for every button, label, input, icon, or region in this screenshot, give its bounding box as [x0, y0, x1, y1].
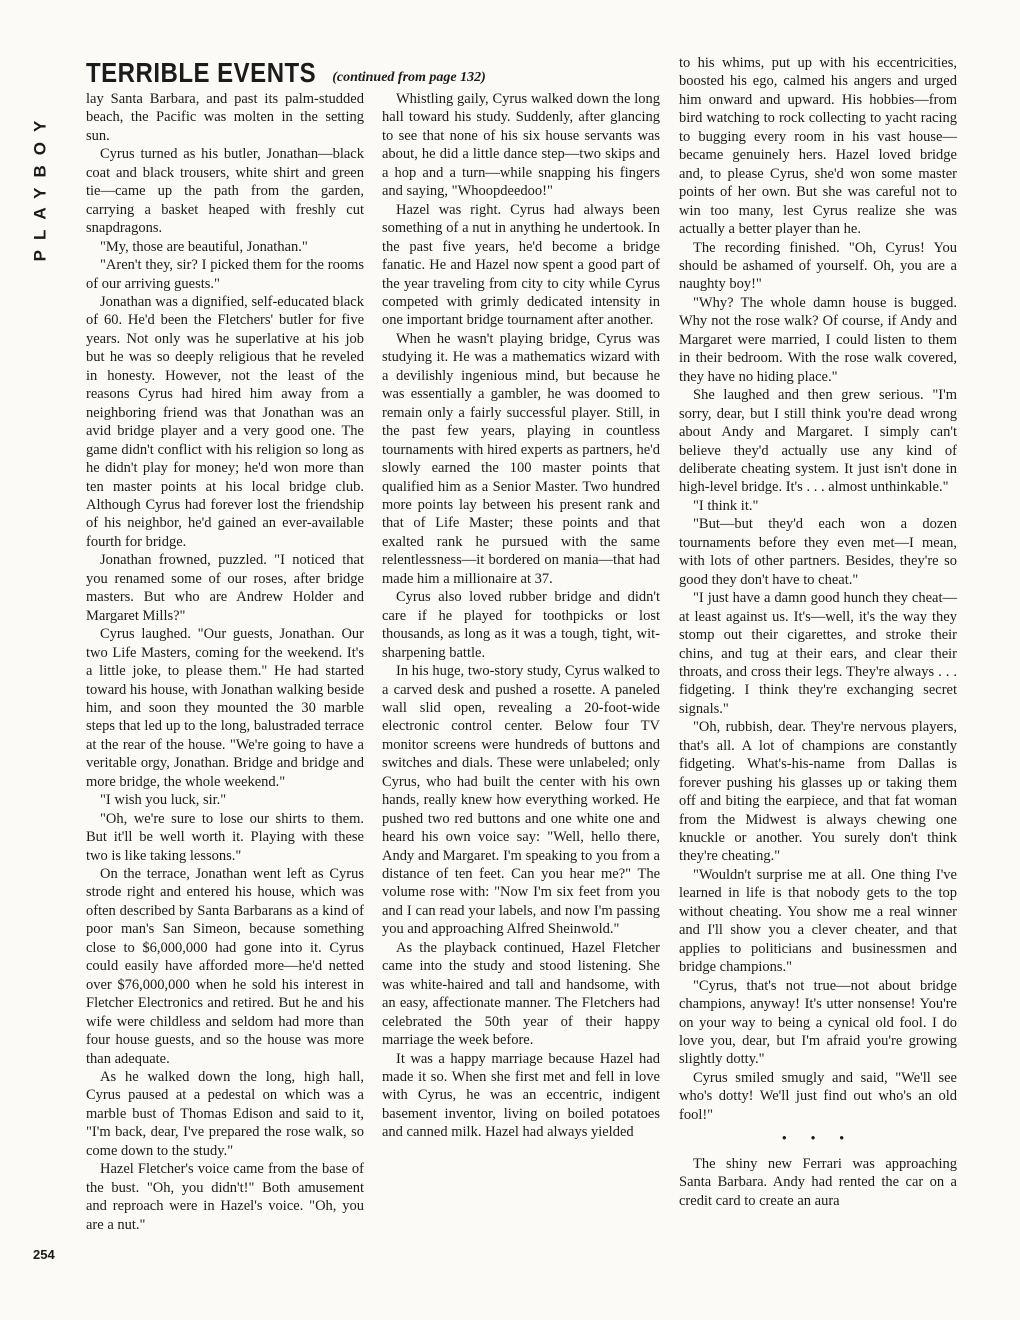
paragraph: "Cyrus, that's not true—not about bridge champions, anyway! It's utter nonsense! You're on your way to being a cynical old fool. I do love you, dear, but I'm afraid you're growing slightly dotty."	[679, 977, 957, 1068]
article-header	[86, 57, 486, 90]
paragraph: In his huge, two-story study, Cyrus walked to a carved desk and pushed a rosette. A paneled wall slid open, revealing a 20-foot-wide electronic control center. Below four TV monitor screens were hundreds of buttons and switches and dials. These were unlabeled; only Cyrus, who had built the center with his own hands, really knew how everything worked. He pushed two red buttons and one white one and heard his own voice say: "Well, hello there, Andy and Margaret. I'm speaking to you from a distance of ten feet. Can you hear me?" The volume rose with: "Now I'm six feet from you and I can read your labels, and now I'm passing you and approaching Alfred Sheinwold."	[382, 663, 660, 938]
text-column-3	[679, 54, 957, 1210]
paragraph: It was a happy marriage because Hazel had made it so. When she first met and fell in love with Cyrus, he was an eccentric, indigent basement inventor, living on boiled potatoes and canned milk. Hazel had always yielded	[382, 1050, 660, 1141]
paragraph: "I think it."	[693, 497, 759, 514]
paragraph: Cyrus turned as his butler, Jonathan—black coat and black trousers, white shirt and green tie—came up the path from the garden, carrying a basket heaped with freshly cut snapdragons.	[86, 146, 364, 237]
paragraph: "I wish you luck, sir."	[100, 792, 227, 809]
section-break: • • •	[781, 1131, 855, 1148]
paragraph: to his whims, put up with his eccentricities, boosted his ego, calmed his angers and urged him onward and upward. His hobbies—from bird watching to rock collecting to yacht racing to bugging every room in his vast house—became genuinely hers. Hazel loved bridge and, to please Cyrus, she'd won some master points of her own. But she was careful not to win too many, lest Cyrus realize she was actually a better player than he.	[679, 55, 957, 238]
paragraph: "Oh, rubbish, dear. They're nervous players, that's all. A lot of champions are constantly fidgeting. What's-his-name from Dallas is forever pushing his glasses up or taking them off and biting the earpiece, and that fat woman from the Midwest is always chewing one knuckle or another. You surely don't think they're cheating."	[679, 719, 957, 865]
paragraph: "But—but they'd each won a dozen tournaments before they even met—I mean, with lots of other partners. Besides, they're so good they don't have to cheat."	[679, 516, 957, 588]
paragraph: "Aren't they, sir? I picked them for the rooms of our arriving guests."	[86, 257, 364, 292]
paragraph: "I just have a damn good hunch they cheat—at least against us. It's—well, it's the way they stomp out their cigarettes, and stroke their chins, and tug at their ears, and clear their throats, and cross their legs. They're always . . . fidgeting. I think they're exchanging secret signals."	[679, 590, 957, 717]
article-title: TERRIBLE EVENTS	[86, 57, 317, 89]
paragraph: When he wasn't playing bridge, Cyrus was studying it. He was a mathematics wizard with a devilishly ingenious mind, but because he was essentially a gambler, he was doomed to remain only a fairly successful player. Still, in the past few years, playing in countless tournaments with hired experts as partners, he'd slowly earned the 100 master points that qualified him as a Senior Master. Two hundred more points lay between his present rank and that of Life Master; these points and that exalted rank he pursued with the same relentlessness—it bordered on mania—that had made him a millionaire at 37.	[382, 330, 660, 587]
paragraph: Cyrus laughed. "Our guests, Jonathan. Our two Life Masters, coming for the weekend. It's a little joke, to please them." He had started toward his house, with Jonathan walking beside him, and soon they mounted the 30 marble steps that led up to the long, balustraded terrace at the rear of the house. "We're going to have a veritable orgy, Jonathan. Bridge and bridge and more bridge, the whole weekend."	[86, 626, 364, 790]
paragraph: Jonathan frowned, puzzled. "I noticed that you renamed some of our roses, after bridge masters. But who are Andrew Holder and Margaret Mills?"	[86, 552, 364, 624]
paragraph: Hazel Fletcher's voice came from the base of the bust. "Oh, you didn't!" Both amusement and reproach were in Hazel's voice. "Oh, you are a nut."	[86, 1161, 364, 1233]
paragraph: On the terrace, Jonathan went left as Cyrus strode right and entered his house, which was often described by Santa Barbarans as a kind of poor man's San Simeon, because something close to $6,000,000 had gone into it. Cyrus could easily have afforded more—he'd netted over $76,000,000 when he sold his interest in Fletcher Electronics and retired. But he and his wife were childless and seldom had more than four house guests, and so the house was more than adequate.	[86, 866, 364, 1067]
paragraph: "Why? The whole damn house is bugged. Why not the rose walk? Of course, if Andy and Margaret were married, I could listen to them in their bedroom. With the rose walk covered, they have no hiding place."	[679, 294, 957, 385]
paragraph: Jonathan was a dignified, self-educated black of 60. He'd been the Fletchers' butler for five years. Not only was he superlative at his job but he was so deeply religious that he reveled in honesty. However, not the least of the reasons Cyrus had hired him away from a neighboring friend was that Jonathan was an avid bridge player and a very good one. The game didn't conflict with his religion so long as he didn't play for money; he'd won more than ten master points at his local bridge club. Although Cyrus had forever lost the friendship of his neighbor, he'd gained an ever-available fourth for bridge.	[86, 293, 364, 550]
paragraph: Hazel was right. Cyrus had always been something of a nut in anything he undertook. In the past five years, he'd become a bridge fanatic. He and Hazel now spent a good part of the year traveling from city to city while Cyrus competed with grimly dedicated intensity in one important bridge tournament after another.	[382, 201, 660, 329]
paragraph: "Oh, we're sure to lose our shirts to them. But it'll be well worth it. Playing with these two is like taking lessons."	[86, 810, 364, 864]
side-label-text: PLAYBOY	[30, 110, 49, 262]
paragraph: "My, those are beautiful, Jonathan."	[100, 238, 308, 255]
paragraph: Cyrus also loved rubber bridge and didn't care if he played for toothpicks or lost thousands, as long as it was a tough, tight, wit-sharpening battle.	[382, 589, 660, 661]
continued-note: (continued from page 132)	[332, 70, 486, 85]
text-column-1	[86, 90, 364, 1234]
paragraph: She laughed and then grew serious. "I'm sorry, dear, but I still think you're dead wrong about Andy and Margaret. I simply can't believe they'd actually use any kind of deliberate cheating system. It just isn't done in high-level bridge. It's . . . almost unthinkable."	[679, 387, 957, 496]
paragraph: As the playback continued, Hazel Fletcher came into the study and stood listening. She was white-haired and tall and handsome, with an easy, affectionate manner. The Fletchers had celebrated the 50th year of their happy marriage the week before.	[382, 939, 660, 1049]
paragraph: lay Santa Barbara, and past its palm-studded beach, the Pacific was molten in the setting sun.	[86, 91, 364, 144]
paragraph: The shiny new Ferrari was approaching Santa Barbara. Andy had rented the car on a credit card to create an aura	[679, 1155, 957, 1209]
paragraph: "Wouldn't surprise me at all. One thing I've learned in life is that nobody gets to the top without cheating. You show me a real winner and I'll show you a clever cheater, and that applies to politicians and businessmen and bridge champions."	[679, 866, 957, 976]
paragraph: Whistling gaily, Cyrus walked down the long hall toward his study. Suddenly, after glancing to see that none of his six house servants was about, he did a little dance step—two skips and a hop and a turn—while snapping his fingers and saying, "Whoopdeedoo!"	[382, 91, 660, 200]
paragraph: The recording finished. "Oh, Cyrus! You should be ashamed of yourself. Oh, you are a naughty boy!"	[679, 239, 957, 293]
text-column-2	[382, 90, 660, 1142]
paragraph: Cyrus smiled smugly and said, "We'll see who's dotty! We'll just find out who's an old fool!"	[679, 1069, 957, 1123]
page-number: 254	[33, 1247, 55, 1262]
paragraph: As he walked down the long, high hall, Cyrus paused at a pedestal on which was a marble bust of Thomas Edison and said to it, "I'm back, dear, I've prepared the rose walk, so come down to the study."	[86, 1069, 364, 1159]
